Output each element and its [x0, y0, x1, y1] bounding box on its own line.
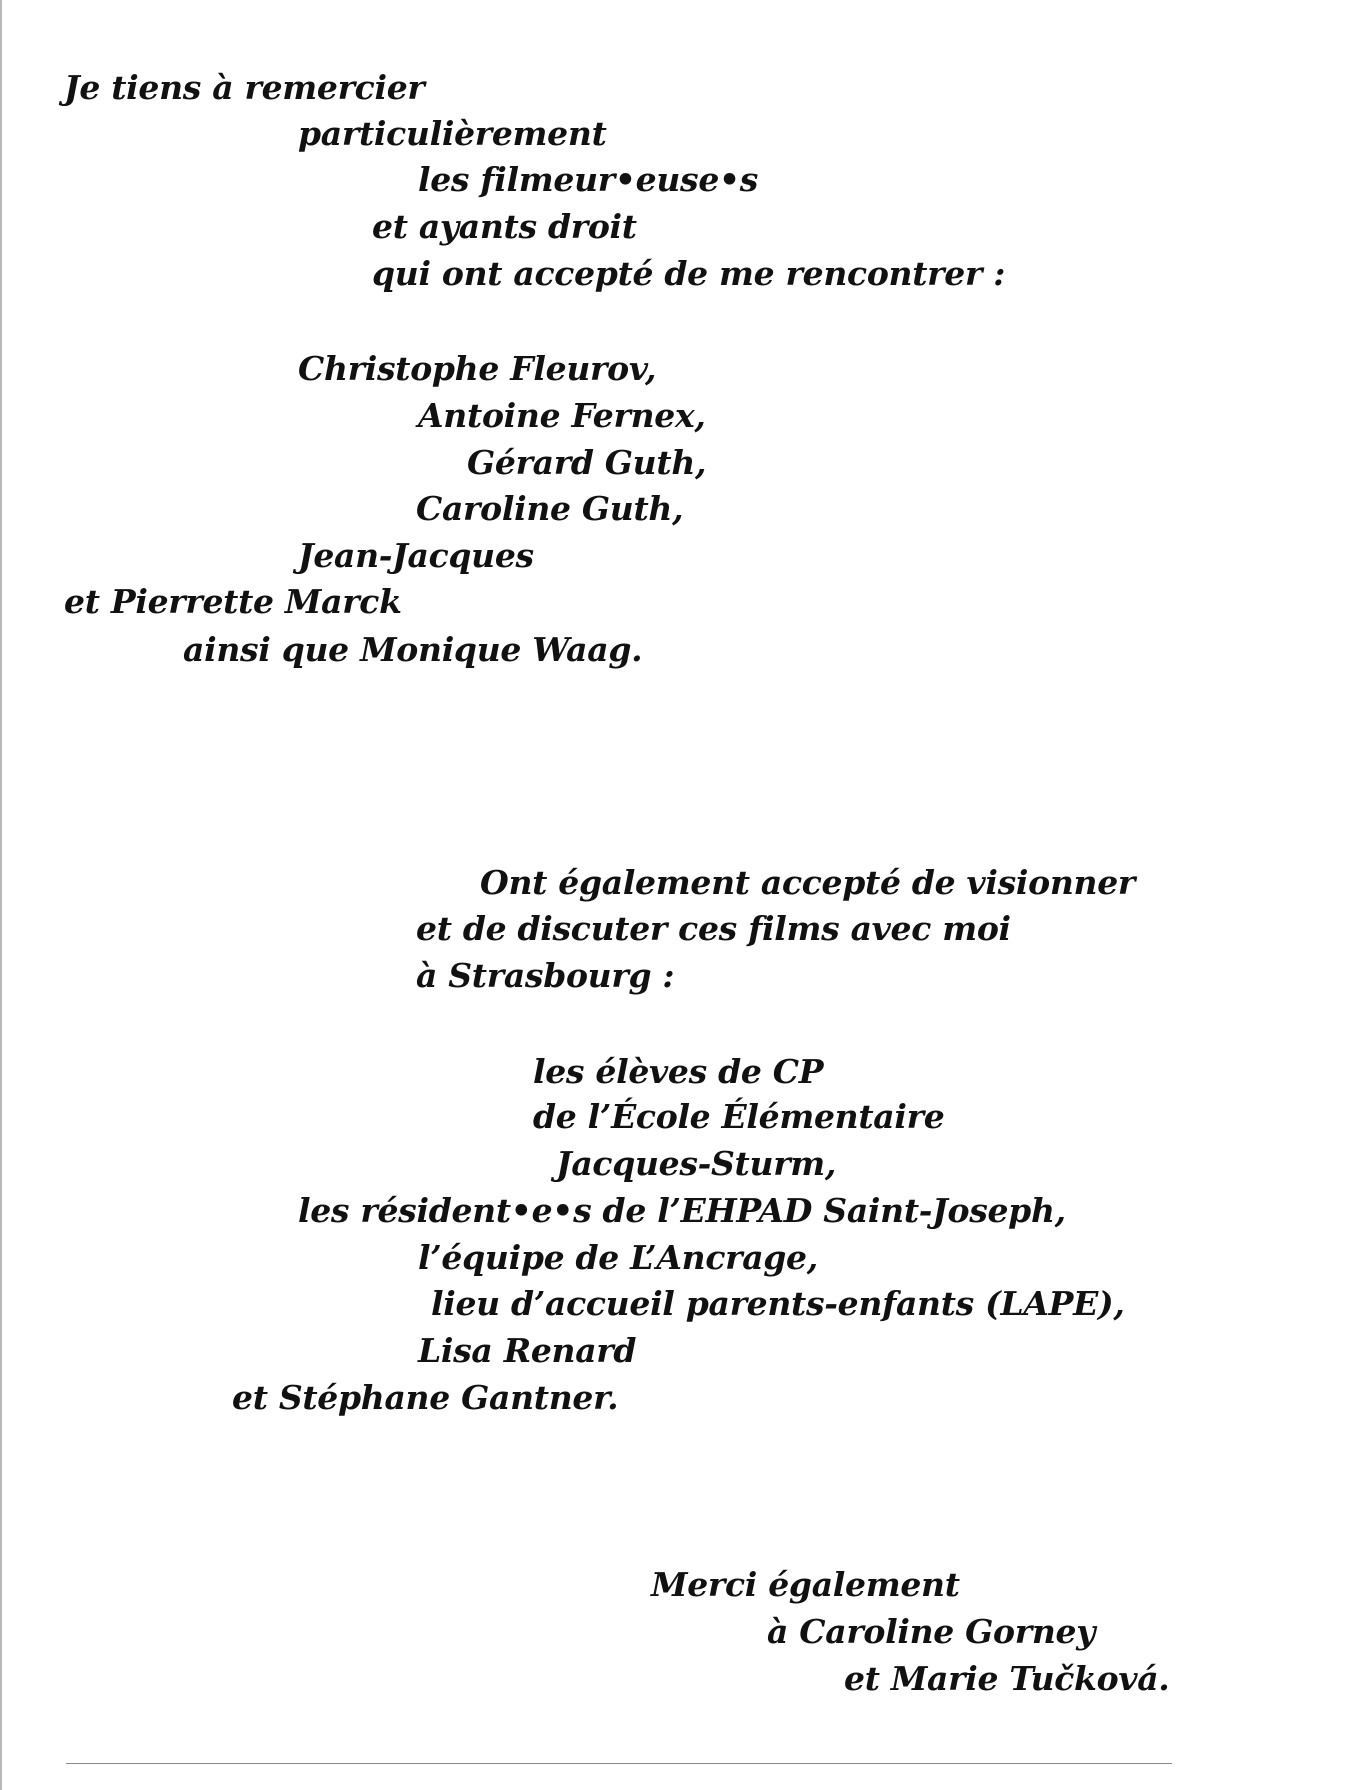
name-line: Gérard Guth,	[467, 443, 707, 482]
name-line: et Stéphane Gantner.	[232, 1378, 619, 1417]
name-line: Lisa Renard	[418, 1331, 637, 1370]
intro-line: Ont également accepté de visionner	[480, 863, 1136, 902]
name-line: Jacques-Sturm,	[556, 1144, 837, 1183]
name-line: Antoine Fernex,	[418, 396, 706, 435]
name-line: ainsi que Monique Waag.	[183, 630, 643, 669]
intro-line: qui ont accepté de me rencontrer :	[372, 254, 1006, 293]
name-line: l’équipe de L’Ancrage,	[418, 1238, 818, 1277]
intro-line: à Strasbourg :	[416, 956, 675, 995]
thanks-line: à Caroline Gorney	[767, 1612, 1096, 1651]
intro-line: et ayants droit	[372, 207, 637, 246]
thanks-line: et Marie Tučková.	[844, 1659, 1170, 1698]
footer-divider	[66, 1763, 1172, 1764]
name-line: Jean-Jacques	[298, 536, 534, 575]
name-line: les résident•e•s de l’EHPAD Saint-Joseph,	[298, 1191, 1066, 1230]
name-line: Caroline Guth,	[416, 489, 684, 528]
name-line: Christophe Fleurov,	[298, 349, 657, 388]
intro-line: Je tiens à remercier	[64, 68, 425, 107]
intro-line: les filmeur•euse•s	[418, 160, 759, 199]
name-line: et Pierrette Marck	[64, 582, 402, 621]
name-line: de l’École Élémentaire	[533, 1097, 945, 1136]
thanks-line: Merci également	[651, 1565, 960, 1604]
name-line: les élèves de CP	[533, 1052, 824, 1091]
intro-line: particulièrement	[298, 114, 607, 153]
intro-line: et de discuter ces films avec moi	[416, 909, 1011, 948]
name-line: lieu d’accueil parents-enfants (LAPE),	[431, 1284, 1125, 1323]
